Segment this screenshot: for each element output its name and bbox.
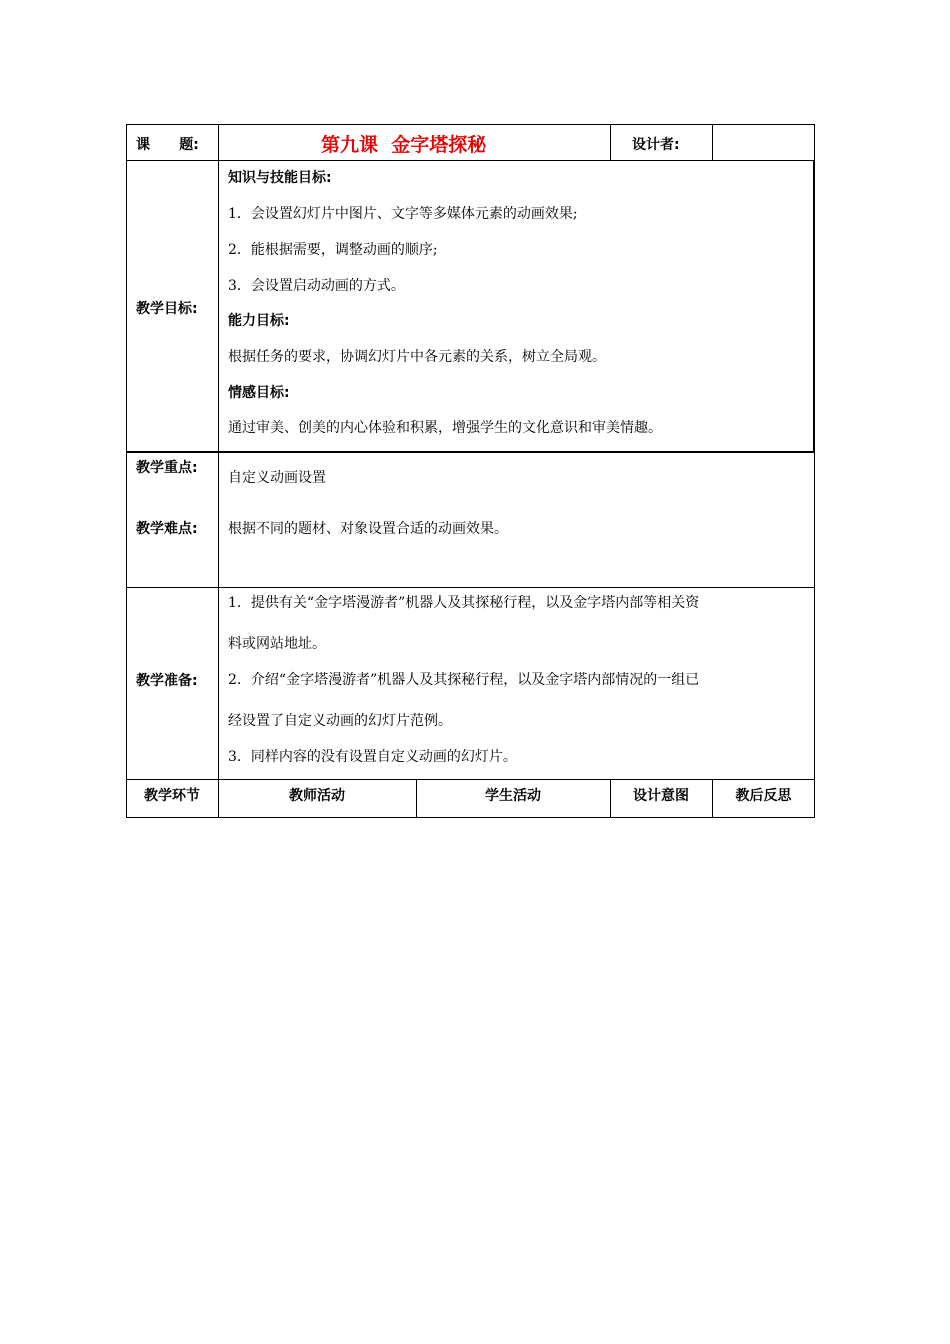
difficulty-text: 根据不同的题材、对象设置合适的动画效果。	[228, 521, 508, 537]
emotion-heading: 情感目标:	[228, 385, 290, 401]
emotion-text: 通过审美、创美的内心体验和积累，增强学生的文化意识和审美情趣。	[228, 420, 662, 436]
column-divider	[712, 124, 713, 161]
lesson-plan-table	[126, 124, 815, 818]
subject-label: 课 题:	[136, 137, 199, 153]
knowledge-heading: 知识与技能目标:	[228, 170, 332, 186]
footer-header-intent: 设计意图	[633, 788, 689, 804]
goals-label: 教学目标:	[136, 301, 198, 317]
ability-text: 根据任务的要求，协调幻灯片中各元素的关系，树立全局观。	[228, 349, 606, 365]
footer-header-student: 学生活动	[485, 788, 541, 804]
knowledge-item: 3．会设置启动动画的方式。	[228, 278, 405, 294]
column-divider	[813, 160, 815, 452]
row-divider	[126, 587, 815, 588]
knowledge-item: 1．会设置幻灯片中图片、文字等多媒体元素的动画效果;	[228, 206, 578, 222]
column-divider	[610, 124, 611, 161]
row-divider	[126, 451, 815, 453]
ability-heading: 能力目标:	[228, 313, 290, 329]
knowledge-item: 2．能根据需要，调整动画的顺序;	[228, 242, 438, 258]
footer-header-reflection: 教后反思	[735, 788, 792, 804]
prep-line: 料或网站地址。	[228, 636, 326, 652]
column-divider	[218, 124, 219, 818]
footer-header-teacher: 教师活动	[289, 788, 345, 804]
designer-label: 设计者:	[632, 137, 680, 153]
prep-line: 1．提供有关“金字塔漫游者”机器人及其探秘行程，以及金字塔内部等相关资	[228, 595, 700, 611]
difficulty-label: 教学难点:	[136, 521, 198, 537]
prep-line: 3．同样内容的没有设置自定义动画的幻灯片。	[228, 749, 517, 765]
footer-header-stage: 教学环节	[144, 788, 200, 804]
prep-line: 经设置了自定义动画的幻灯片范例。	[228, 713, 452, 729]
key-point-label: 教学重点:	[136, 460, 198, 476]
prep-line: 2．介绍“金字塔漫游者”机器人及其探秘行程，以及金字塔内部情况的一组已	[228, 672, 700, 688]
lesson-title: 第九课 金字塔探秘	[321, 134, 487, 156]
prep-label: 教学准备:	[136, 673, 198, 689]
key-point-text: 自定义动画设置	[228, 470, 326, 486]
